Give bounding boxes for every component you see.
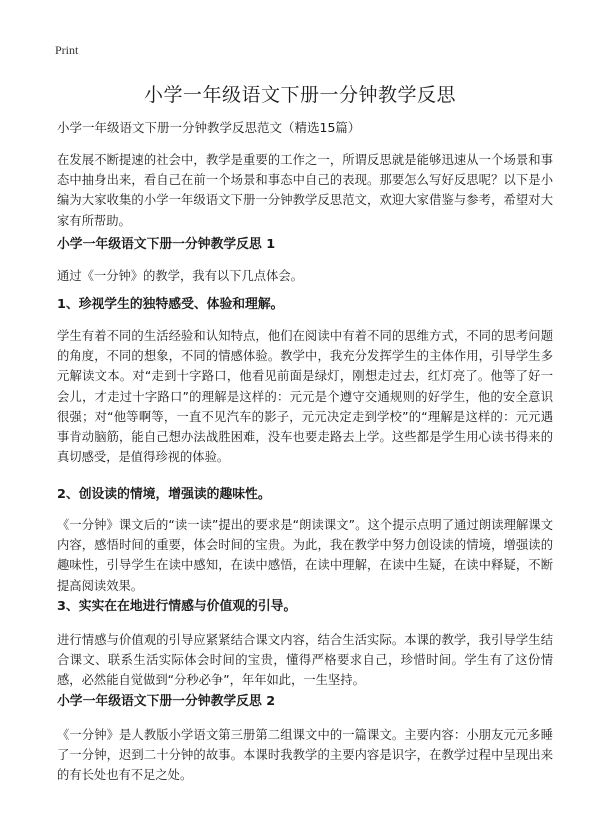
point-3-body: 进行情感与价值观的引导应紧紧结合课文内容，结合生活实际。本课的教学，我引导学生结合课文、联系生活实际体会时间的宝贵，懂得严格要求自己，珍惜时间。学生有了这份情感，必然能自觉做到“分秒必争”，年年如此，一生坚持。 bbox=[57, 633, 553, 688]
intro-paragraph: 在发展不断提速的社会中，教学是重要的工作之一，所谓反思就是能够迅速从一个场景和事态中抽身出来，看自己在前一个场景和事态中自己的表现。那要怎么写好反思呢？以下是小编为大家收集的小学一年级语文下册一分钟教学反思范文，欢迎大家借鉴与参考，希望对大家有所帮助。 bbox=[57, 153, 553, 228]
print-link[interactable]: Print bbox=[55, 43, 79, 57]
document-subtitle: 小学一年级语文下册一分钟教学反思范文（精选15篇） bbox=[57, 120, 361, 135]
section-1-intro: 通过《一分钟》的教学，我有以下几点体会。 bbox=[57, 269, 303, 283]
point-1-heading: 1、珍视学生的独特感受、体验和理解。 bbox=[57, 297, 284, 312]
section-2-body: 《一分钟》是人教版小学语文第三册第二组课文中的一篇课文。主要内容：小朋友元元多睡了一分钟，迟到二十分钟的故事。本课时我教学的主要内容是识字，在教学过程中呈现出来的有长处也有不足之处。 bbox=[57, 728, 553, 783]
point-3-heading: 3、实实在在地进行情感与价值观的引导。 bbox=[57, 599, 297, 614]
point-1-body: 学生有着不同的生活经验和认知特点，他们在阅读中有着不同的思维方式，不同的思考问题的角度，不同的想象，不同的情感体验。教学中，我充分发挥学生的主体作用，引导学生多元解读文本。对“走到十字路口，他看见前面是绿灯，刚想走过去，红灯亮了。他等了好一会儿，才走过十字路口”的理解是这样的：元元是个遵守交通规则的好学生，他的安全意识很强；对“他等啊等，一直不见汽车的影子，元元决定走到学校”的“理解是这样的：元元遇事肯动脑筋，能自己想办法战胜困难，没车也要走路去上学。这些都是学生用心读书得来的真切感受，是值得珍视的体验。 bbox=[57, 329, 553, 465]
point-2-heading: 2、创设读的情境，增强读的趣味性。 bbox=[57, 487, 271, 502]
section-1-heading: 小学一年级语文下册一分钟教学反思 1 bbox=[57, 237, 276, 252]
page-title: 小学一年级语文下册一分钟教学反思 bbox=[143, 84, 456, 106]
point-2-body: 《一分钟》课文后的“读一读”提出的要求是“朗读课文”。这个提示点明了通过朗读理解课文内容，感悟时间的重要，体会时间的宝贵。为此，我在教学中努力创设读的情境，增强读的趣味性，引导学生在读中感知，在读中感悟，在读中理解，在读中生疑，在读中释疑，不断提高阅读效果。 bbox=[57, 518, 553, 593]
section-2-heading: 小学一年级语文下册一分钟教学反思 2 bbox=[57, 694, 276, 709]
